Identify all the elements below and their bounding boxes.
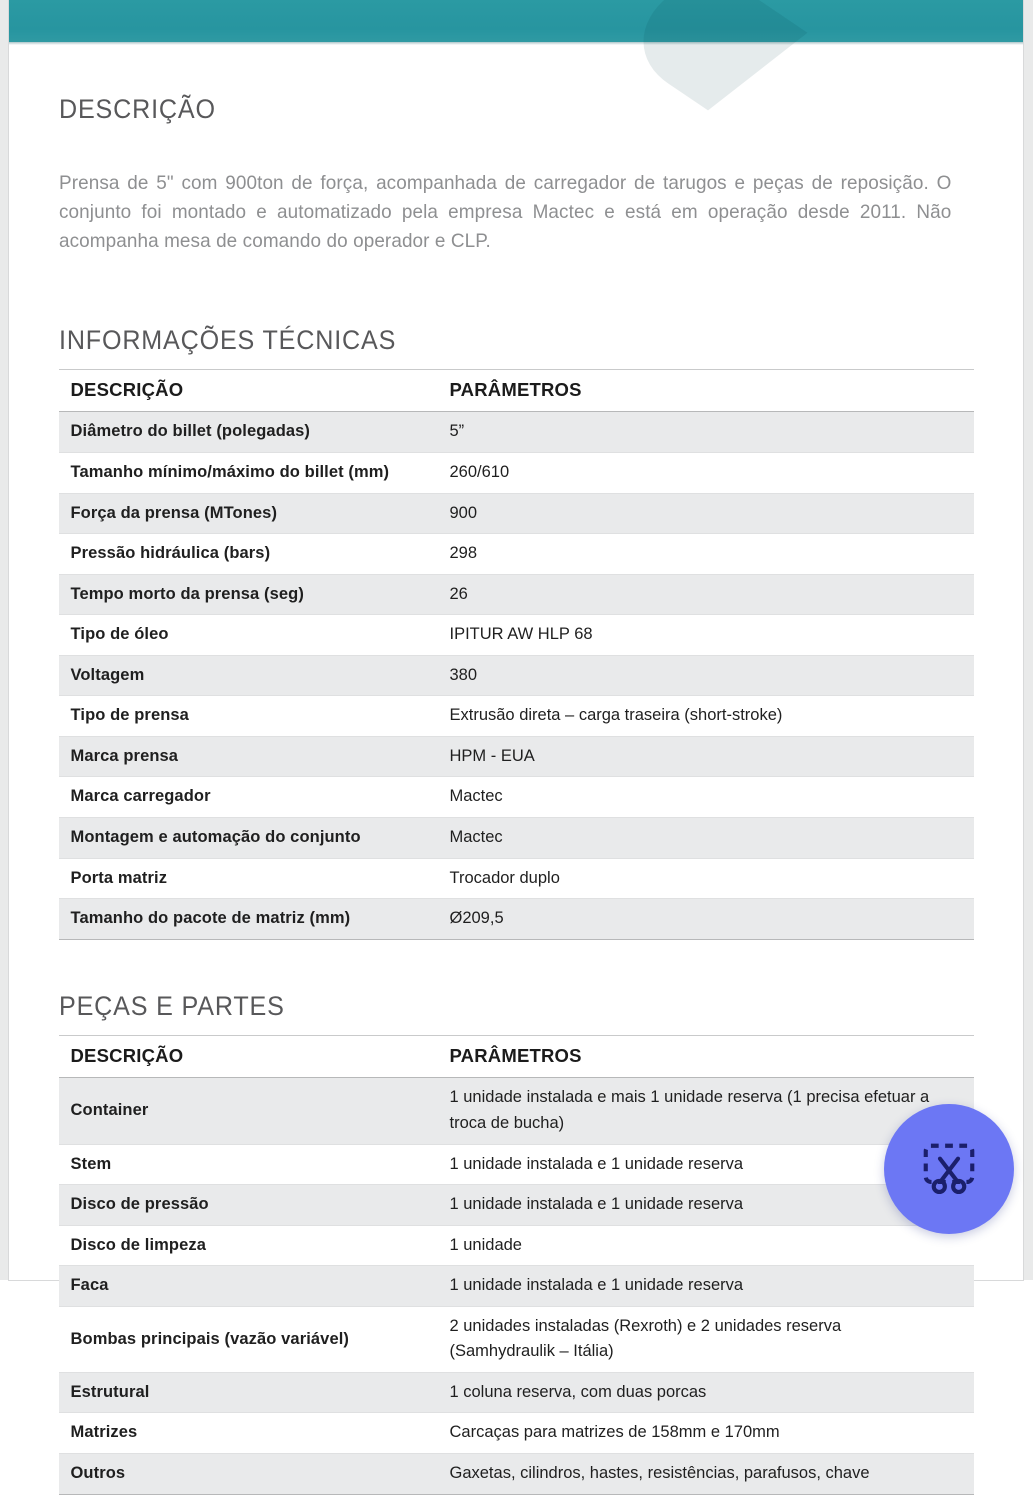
table-row <box>59 534 974 575</box>
crop-scissors-icon <box>918 1138 980 1200</box>
row-label: Marca carregador <box>59 777 444 818</box>
row-value: 26 <box>444 574 974 615</box>
row-value: 1 unidade instalada e 1 unidade reserva <box>444 1185 974 1226</box>
table-row <box>59 574 974 615</box>
row-value: Mactec <box>444 818 974 859</box>
table-row <box>59 493 974 534</box>
row-value: Carcaças para matrizes de 158mm e 170mm <box>444 1413 974 1454</box>
table-row <box>59 655 974 696</box>
row-label: Stem <box>59 1144 444 1185</box>
row-value: Gaxetas, cilindros, hastes, resistências, parafusos, chave <box>444 1454 974 1495</box>
row-label: Diâmetro do billet (polegadas) <box>59 412 444 453</box>
table-row <box>59 858 974 899</box>
crop-screenshot-fab[interactable] <box>884 1104 1014 1234</box>
row-value: 298 <box>444 534 974 575</box>
table-row <box>59 412 974 453</box>
row-value: 260/610 <box>444 452 974 493</box>
row-value: Trocador duplo <box>444 858 974 899</box>
row-label: Tempo morto da prensa (seg) <box>59 574 444 615</box>
parts-table-body <box>59 1078 974 1494</box>
table-row <box>59 1225 974 1266</box>
row-label: Disco de pressão <box>59 1185 444 1226</box>
description-heading: DESCRIÇÃO <box>58 94 216 124</box>
teal-header-band <box>9 0 1023 42</box>
row-value-line1: 1 unidade instalada e mais 1 unidade reserva (1 precisa efetuar a <box>449 1088 930 1107</box>
row-value: 5” <box>444 412 974 453</box>
technical-heading: INFORMAÇÕES TÉCNICAS <box>58 324 396 355</box>
table-row <box>59 1372 974 1413</box>
table-row <box>59 777 974 818</box>
table-row <box>59 1306 974 1372</box>
technical-col-descricao: DESCRIÇÃO <box>59 370 444 412</box>
row-label: Matrizes <box>59 1413 444 1454</box>
parts-col-descricao: DESCRIÇÃO <box>59 1036 444 1078</box>
row-value-line2: troca de bucha) <box>449 1113 565 1132</box>
row-value: Extrusão direta – carga traseira (short-stroke) <box>444 696 974 737</box>
row-value: 1 unidade instalada e 1 unidade reserva <box>444 1144 974 1185</box>
table-row <box>59 1266 974 1307</box>
parts-col-parametros: PARÂMETROS <box>444 1036 974 1078</box>
row-value: 900 <box>444 493 974 534</box>
table-header-row <box>59 370 974 412</box>
row-value-line2: (Samhydraulik – Itália) <box>449 1342 614 1361</box>
table-row <box>59 1078 974 1144</box>
row-label: Estrutural <box>59 1372 444 1413</box>
technical-table-body <box>59 412 974 939</box>
table-row <box>59 1413 974 1454</box>
row-label: Tamanho mínimo/máximo do billet (mm) <box>59 452 444 493</box>
table-header-row <box>59 1036 974 1078</box>
table-row <box>59 899 974 940</box>
table-row <box>59 696 974 737</box>
row-value: IPITUR AW HLP 68 <box>444 615 974 656</box>
row-label: Tamanho do pacote de matriz (mm) <box>59 899 444 940</box>
row-label: Força da prensa (MTones) <box>59 493 444 534</box>
parts-table <box>59 1036 974 1494</box>
row-label: Container <box>59 1078 444 1144</box>
table-row <box>59 1185 974 1226</box>
header-band-shadow <box>9 42 1023 45</box>
row-label: Bombas principais (vazão variável) <box>59 1306 444 1372</box>
row-value <box>444 1306 974 1372</box>
description-section <box>59 95 974 256</box>
table-row <box>59 615 974 656</box>
row-value: 1 unidade instalada e 1 unidade reserva <box>444 1266 974 1307</box>
technical-col-parametros: PARÂMETROS <box>444 370 974 412</box>
table-row <box>59 818 974 859</box>
row-label: Outros <box>59 1454 444 1495</box>
row-label: Montagem e automação do conjunto <box>59 818 444 859</box>
row-value: 1 unidade <box>444 1225 974 1266</box>
technical-table <box>59 370 974 939</box>
table-row <box>59 1454 974 1495</box>
document-page <box>9 0 1023 1482</box>
row-label: Voltagem <box>59 655 444 696</box>
row-value: 380 <box>444 655 974 696</box>
table-row <box>59 452 974 493</box>
parts-section <box>59 992 974 1495</box>
row-label: Porta matriz <box>59 858 444 899</box>
parts-heading: PEÇAS E PARTES <box>58 990 285 1021</box>
row-label: Faca <box>59 1266 444 1307</box>
row-label: Tipo de óleo <box>59 615 444 656</box>
row-label: Marca prensa <box>59 736 444 777</box>
table-row <box>59 1144 974 1185</box>
table-row <box>59 736 974 777</box>
row-value: Mactec <box>444 777 974 818</box>
row-label: Pressão hidráulica (bars) <box>59 534 444 575</box>
technical-section <box>59 326 974 940</box>
row-value: HPM - EUA <box>444 736 974 777</box>
row-value: Ø209,5 <box>444 899 974 940</box>
description-body: Prensa de 5" com 900ton de força, acompanhada de carregador de tarugos e peças de reposição. O conjunto foi montado e automatizado pela empresa Mactec e está em operação desde 2011. Não acompanha mesa de comando do operador e CLP. <box>58 171 951 252</box>
row-label: Disco de limpeza <box>59 1225 444 1266</box>
document-content <box>9 0 1023 1495</box>
row-label: Tipo de prensa <box>59 696 444 737</box>
row-value-line1: 2 unidades instaladas (Rexroth) e 2 unidades reserva <box>449 1316 842 1335</box>
row-value: 1 coluna reserva, com duas porcas <box>444 1372 974 1413</box>
